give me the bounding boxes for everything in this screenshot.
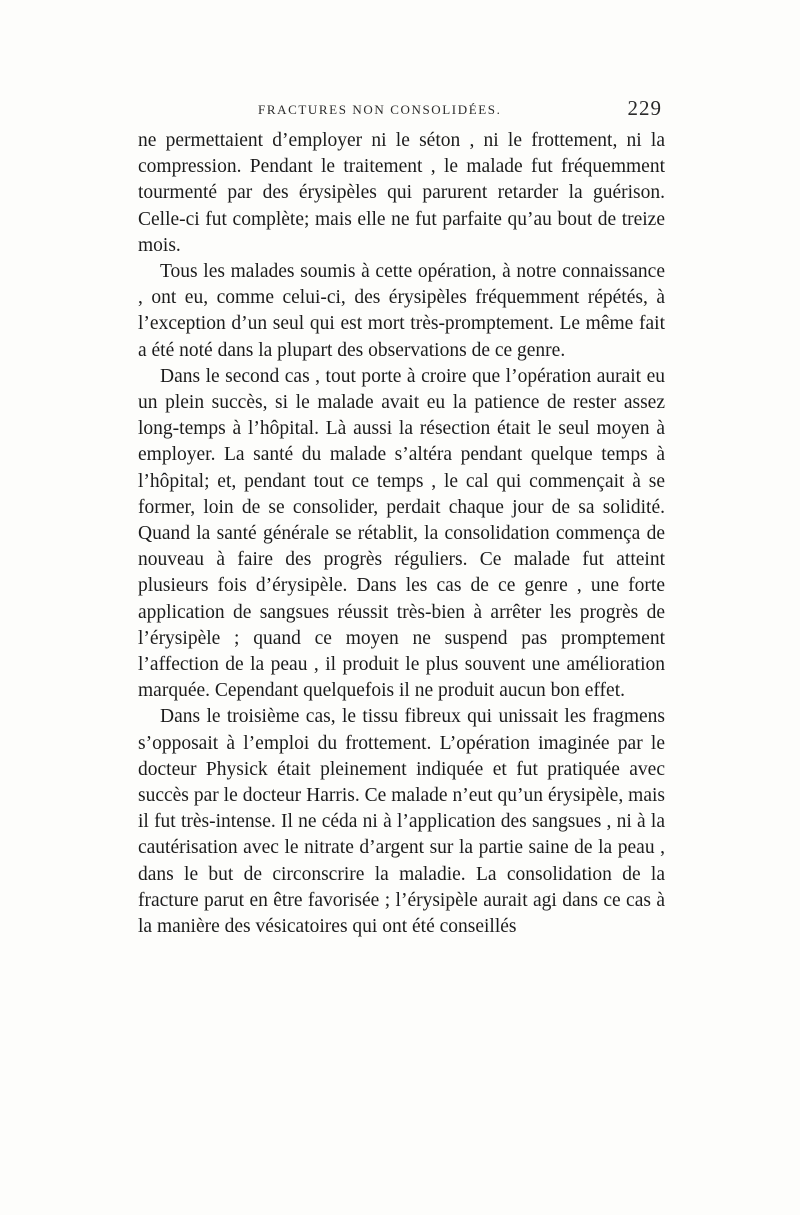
paragraph: Dans le second cas , tout porte à croire que l’opération aurait eu un plein succès, si le malade avait eu la patience de rester assez long-temps à l’hôpital. Là aussi la résection était le seul moyen à employer. La santé du malade s’altéra pendant quelque temps à l’hôpital; et, pendant tout ce temps , le cal qui commençait à se former, loin de se consolider, perdait chaque jour de sa solidité. Quand la santé générale se rétablit, la consolidation commença de nouveau à faire des progrès réguliers. Ce malade fut atteint plusieurs fois d’érysipèle. Dans les cas de ce genre , une forte application de sangsues réussit très-bien à arrêter les progrès de l’érysipèle ; quand ce moyen ne suspend pas promptement l’affection de la peau , il produit le plus souvent une amélioration marquée. Cependant quelquefois il ne produit aucun bon effet. (138, 365, 665, 702)
paragraph-continuation: ne permettaient d’employer ni le séton , ni le frottement, ni la compression. Pendant le traitement , le malade fut fréquemment tourmenté par des érysipèles qui parurent retarder la guérison. Celle-ci fut complète; mais elle ne fut parfaite qu’au bout de treize mois. (138, 130, 665, 256)
page-header (140, 96, 662, 126)
paragraph: Dans le troisième cas, le tissu fibreux qui unissait les fragmens s’opposait à l’emploi du frottement. L’opération imaginée par le docteur Physick était pleinement indiquée et fut pratiquée avec succès par le docteur Harris. Ce malade n’eut qu’un érysipèle, mais il fut très-intense. Il ne céda ni à l’application des sangsues , ni à la cautérisation avec le nitrate d’argent sur la partie saine de la peau , dans le but de circonscrire la maladie. La consolidation de la fracture parut en être favorisée ; l’érysipèle aurait agi dans ce cas à la manière des vésicatoires qui ont été conseillés (138, 706, 665, 938)
running-head: FRACTURES NON CONSOLIDÉES. (258, 102, 502, 117)
page-body (138, 128, 665, 940)
page-number: 229 (627, 96, 662, 120)
paragraph: Tous les malades soumis à cette opération, à notre connaissance , ont eu, comme celui-ci, des érysipèles fréquemment répétés, à l’exception d’un seul qui est mort très-promptement. Le même fait a été noté dans la plupart des observations de ce genre. (138, 261, 665, 361)
